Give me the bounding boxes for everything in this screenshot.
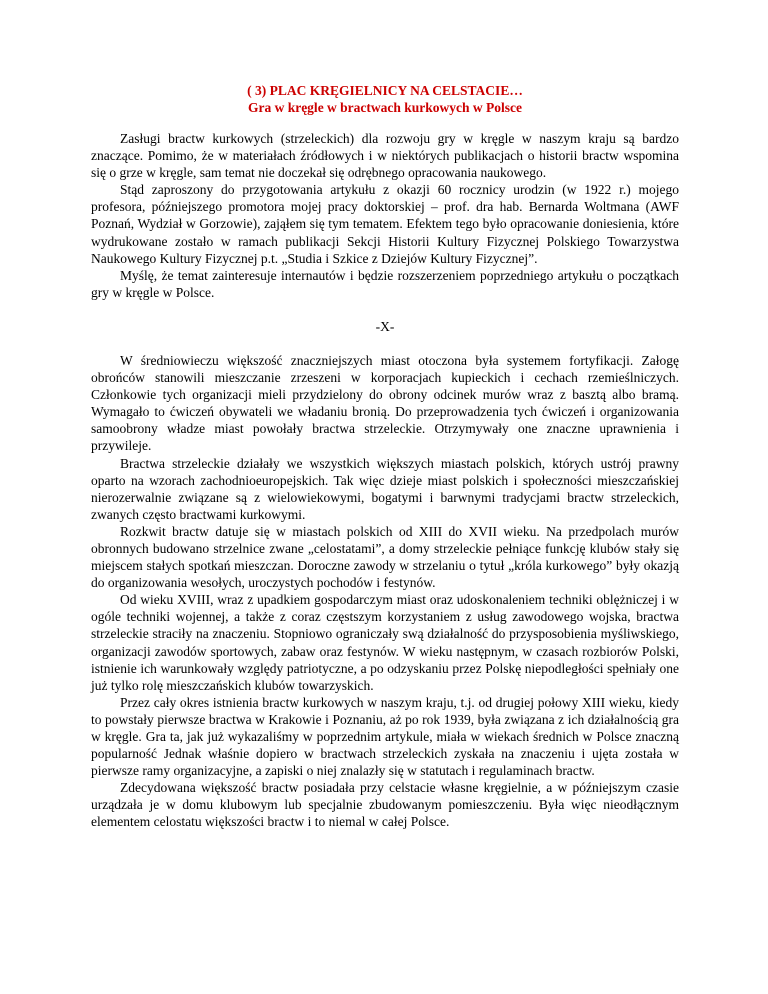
body-section <box>91 352 679 831</box>
intro-section <box>91 130 679 301</box>
paragraph: Rozkwit bractw datuje się w miastach polskich od XIII do XVII wieku. Na przedpolach murów obronnych budowano strzelnice zwane „celostatami”, a domy strzeleckie pełniące funkcję klubów stały się miejscem stałych spotkań mieszczan. Doroczne zawody w strzelaniu o tytuł „króla kurkowego” były okazją do organizowania wesołych, uroczystych pochodów i festynów. <box>91 523 679 591</box>
document-subtitle: Gra w kręgle w bractwach kurkowych w Polsce <box>247 100 523 115</box>
paragraph: Zasługi bractw kurkowych (strzeleckich) dla rozwoju gry w kręgle w naszym kraju są bardzo znaczące. Pomimo, że w materiałach źródłowych i w niektórych publikacjach o historii bractw wspomina się o grze w kręgle, sam temat nie doczekał się odrębnego opracowania naukowego. <box>91 131 679 181</box>
paragraph: Stąd zaproszony do przygotowania artykułu z okazji 60 rocznicy urodzin (w 1922 r.) mojego profesora, późniejszego promotora mojej pracy doktorskiej – prof. dra hab. Bernarda Woltmana (AWF Poznań, Wydział w Gorzowie), zająłem się tym tematem. Efektem tego było opracowanie doniesienia, które wydrukowane zostało w ramach publikacji Sekcji Historii Kultury Fizycznej Polskiego Towarzystwa Naukowego Kultury Fizycznej p.t. „Studia i Szkice z Dziejów Kultury Fizycznej”. <box>91 182 679 266</box>
paragraph: Zdecydowana większość bractw posiadała przy celstacie własne kręgielnie, a w późniejszym czasie urządzała je w domu klubowym lub specjalnie zbudowanym pomieszczeniu. Była więc nieodłącznym elementem celostatu większości bractw i to niemal w całej Polsce. <box>91 780 679 830</box>
paragraph: Bractwa strzeleckie działały we wszystkich większych miastach polskich, których ustrój prawny oparto na wzorach zachodnioeuropejskich. Tak więc dzieje miast polskich i społeczności mieszczańskiej nierozerwalnie związane są z wielowiekowymi, bogatymi i barwnymi tradycjami bractw strzeleckich, zwanych często bractwami kurkowymi. <box>91 455 679 522</box>
paragraph: Myślę, że temat zainteresuje internautów i będzie rozszerzeniem poprzedniego artykułu o początkach gry w kręgle w Polsce. <box>91 267 679 300</box>
paragraph: Od wieku XVIII, wraz z upadkiem gospodarczym miast oraz udoskonaleniem techniki oblężniczej i w ogóle techniki wojennej, a także z coraz częstszym korzystaniem z usług zawodowego wojska, bractwa strzeleckie straciły na znaczeniu. Stopniowo ograniczały swą działalność do przysposobienia myśliwskiego, organizacji zawodów sportowych, zabaw oraz festynów. W wieku następnym, w czasach rozbiorów Polski, istnienie ich warunkowały względy patriotyczne, a po odzyskaniu przez Polskę niepodległości spełniały one już tylko rolę mieszczańskich klubów towarzyskich. <box>91 592 679 693</box>
paragraph: Przez cały okres istnienia bractw kurkowych w naszym kraju, t.j. od drugiej połowy XIII wieku, kiedy to powstały pierwsze bractwa w Krakowie i Poznaniu, aż po rok 1939, była związana z ich działalnością gra w kręgle. Gra ta, jak już wykazaliśmy w poprzednim artykule, miała w wiekach średnich w Polsce znaczną popularność Jednak właśnie dopiero w bractwach strzeleckich zyskała na znaczeniu i ujęta została w pierwsze ramy organizacyjne, a zapiski o niej znalazły się w statutach i regulaminach bractw. <box>91 694 679 779</box>
section-separator: -X- <box>375 318 395 334</box>
paragraph: W średniowieczu większość znaczniejszych miast otoczona była systemem fortyfikacji. Załogę obrońców stanowili mieszczanie zrzeszeni w korporacjach kupieckich i cechach rzemieślniczych. Członkowie tych organizacji mieli przydzielony do obrony odcinek murów wraz z basztą albo bramą. Wymagało to ćwiczeń obywateli we władaniu bronią. Do przeprowadzenia tych ćwiczeń i organizowania samoobrony władze miast powołały bractwa strzeleckie. Otrzymywały one znaczne uprawnienia i przywileje. <box>91 352 679 454</box>
document-title: ( 3) PLAC KRĘGIELNICY NA CELSTACIE… <box>247 83 523 98</box>
document-page <box>91 82 679 831</box>
